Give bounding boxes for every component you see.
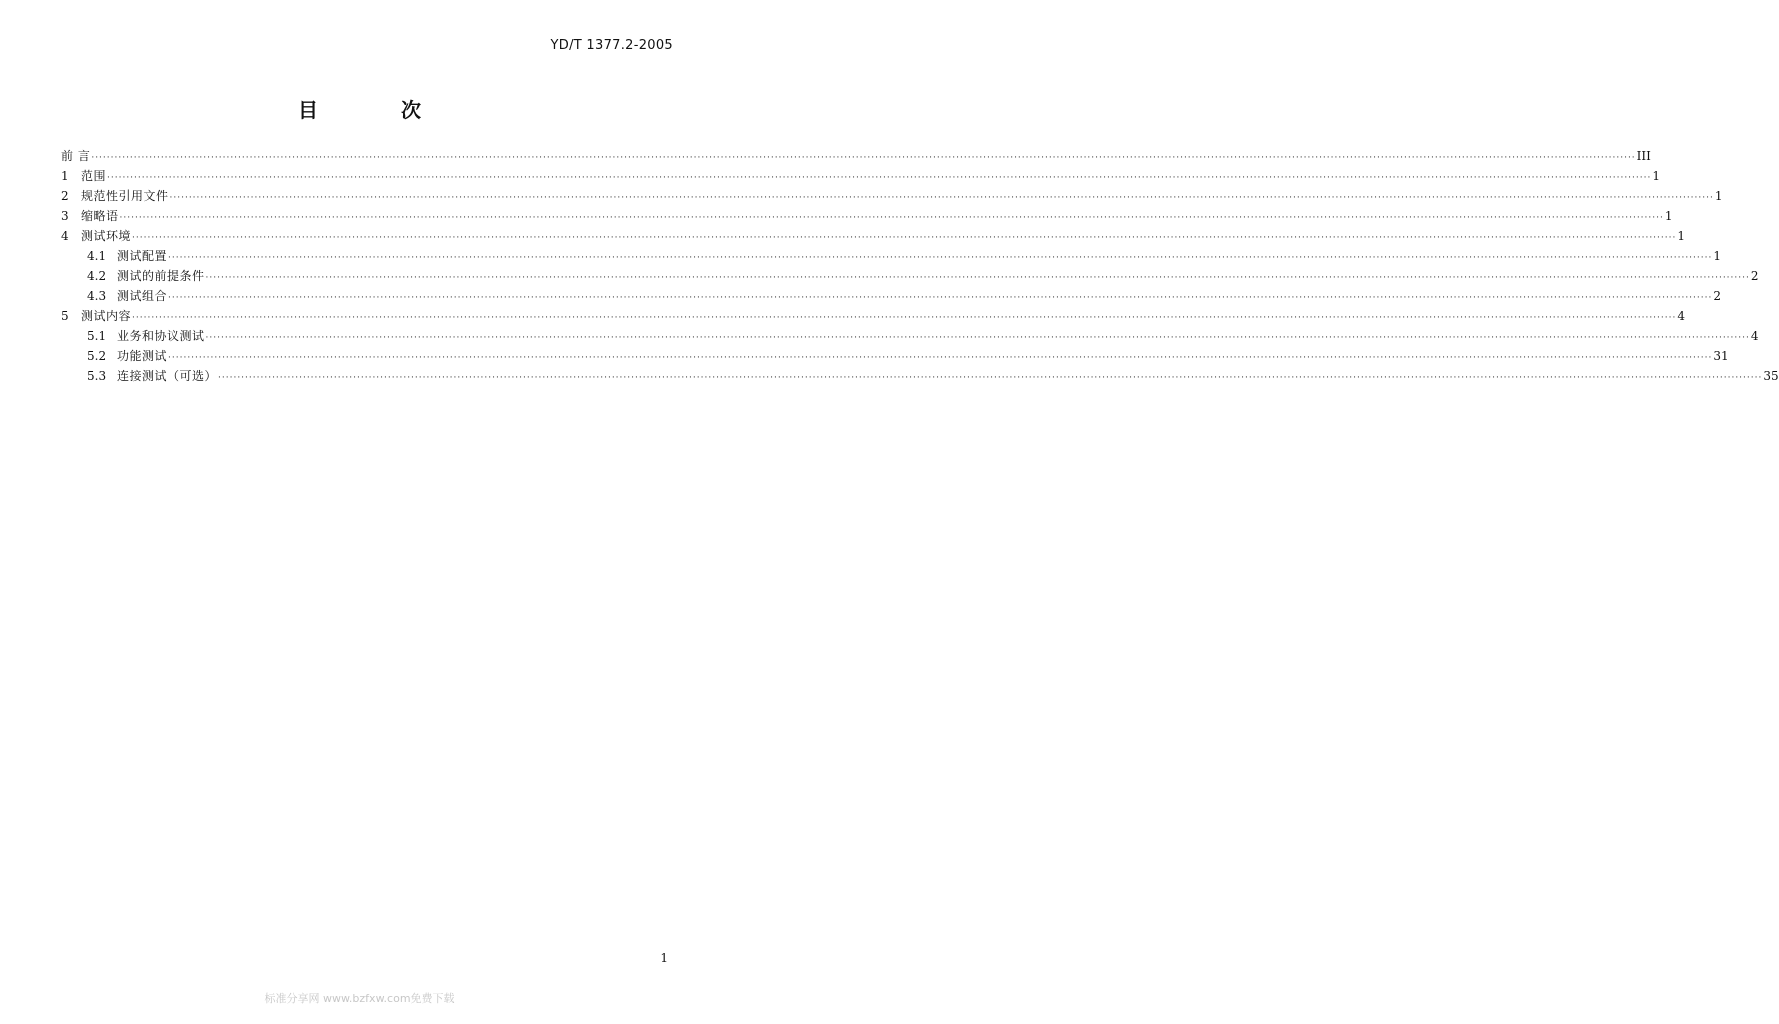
toc-entry-label: 测试环境 — [81, 229, 132, 243]
toc-entry-number: 5.1 — [87, 329, 107, 343]
toc-leader-dots: ················································································································································································································································································································································································································ — [168, 293, 1713, 303]
toc-leader-dots: ················································································································································································································································································································································································································ — [169, 193, 1714, 203]
page-number: 1 — [660, 951, 668, 965]
toc-entry-page: 1 — [1677, 229, 1685, 243]
toc-entry[interactable] — [61, 186, 1723, 206]
toc-entry[interactable] — [61, 146, 1651, 166]
toc-entry[interactable] — [61, 366, 1779, 386]
toc-entry-number: 4.3 — [87, 289, 107, 303]
toc-entry[interactable] — [61, 346, 1729, 366]
toc-leader-dots: ················································································································································································································································································································································································································ — [132, 233, 1677, 243]
toc-entry-number: 4.1 — [87, 249, 107, 263]
toc-entry-number: 5.3 — [87, 369, 107, 383]
toc-entry-label: 缩略语 — [81, 209, 119, 223]
toc-entry[interactable] — [61, 226, 1685, 246]
toc-leader-dots: ················································································································································································································································································································································································································ — [119, 213, 1664, 223]
toc-entry-label: 测试的前提条件 — [117, 269, 205, 283]
toc-entry-page: 1 — [1664, 209, 1673, 223]
toc-entry[interactable] — [61, 306, 1685, 326]
watermark: 标准分享网 www.bzfxw.com免费下载 — [264, 992, 455, 1005]
document-code: YD/T 1377.2-2005 — [550, 38, 673, 53]
toc-entry-number: 1 — [61, 169, 69, 183]
toc-leader-dots: ················································································································································································································································································································································································································ — [218, 373, 1763, 383]
toc-leader-dots: ················································································································································································································································································································································································································ — [168, 353, 1713, 363]
toc-entry-label: 测试组合 — [117, 289, 168, 303]
toc-entry-label: 业务和协议测试 — [117, 329, 205, 343]
toc-entry-number: 5.2 — [87, 349, 107, 363]
toc-entry-number: 3 — [61, 209, 69, 223]
toc-entry-page: 4 — [1677, 309, 1685, 323]
toc-entry-number: 2 — [61, 189, 69, 203]
toc-entry-label: 功能测试 — [117, 349, 168, 363]
toc-leader-dots: ················································································································································································································································································································································································································ — [132, 313, 1677, 323]
toc-leader-dots: ················································································································································································································································································································································································································ — [168, 253, 1713, 263]
toc-entry[interactable] — [61, 206, 1673, 226]
toc-entry-label: 连接测试（可选） — [117, 369, 218, 383]
toc-entry-page: III — [1636, 149, 1651, 163]
toc-entry[interactable] — [61, 246, 1721, 266]
toc-entry-label: 规范性引用文件 — [81, 189, 169, 203]
toc-leader-dots: ················································································································································································································································································································································································································ — [107, 173, 1652, 183]
toc-entry[interactable] — [61, 266, 1759, 286]
toc-entry-page: 31 — [1713, 349, 1729, 363]
toc-entry-number: 4 — [61, 229, 69, 243]
table-of-contents — [61, 146, 1779, 386]
toc-entry-page: 1 — [1714, 189, 1723, 203]
toc-leader-dots: ················································································································································································································································································································································································································ — [91, 153, 1636, 163]
toc-entry-label: 前 言 — [61, 149, 91, 163]
toc-entry-label: 测试内容 — [81, 309, 132, 323]
toc-entry-label: 测试配置 — [117, 249, 168, 263]
toc-entry-number: 4.2 — [87, 269, 107, 283]
toc-leader-dots: ················································································································································································································································································································································································································ — [205, 273, 1750, 283]
toc-leader-dots: ················································································································································································································································································································································································································ — [205, 333, 1750, 343]
toc-entry[interactable] — [61, 286, 1721, 306]
toc-entry-page: 1 — [1652, 169, 1660, 183]
toc-entry-page: 35 — [1763, 369, 1779, 383]
toc-entry-label: 范围 — [81, 169, 107, 183]
toc-entry-page: 4 — [1750, 329, 1759, 343]
toc-entry-page: 1 — [1713, 249, 1721, 263]
toc-entry[interactable] — [61, 166, 1660, 186]
toc-entry-page: 2 — [1750, 269, 1759, 283]
toc-entry-number: 5 — [61, 309, 69, 323]
page-title: 目 次 — [298, 98, 459, 122]
toc-entry[interactable] — [61, 326, 1759, 346]
toc-entry-page: 2 — [1713, 289, 1721, 303]
